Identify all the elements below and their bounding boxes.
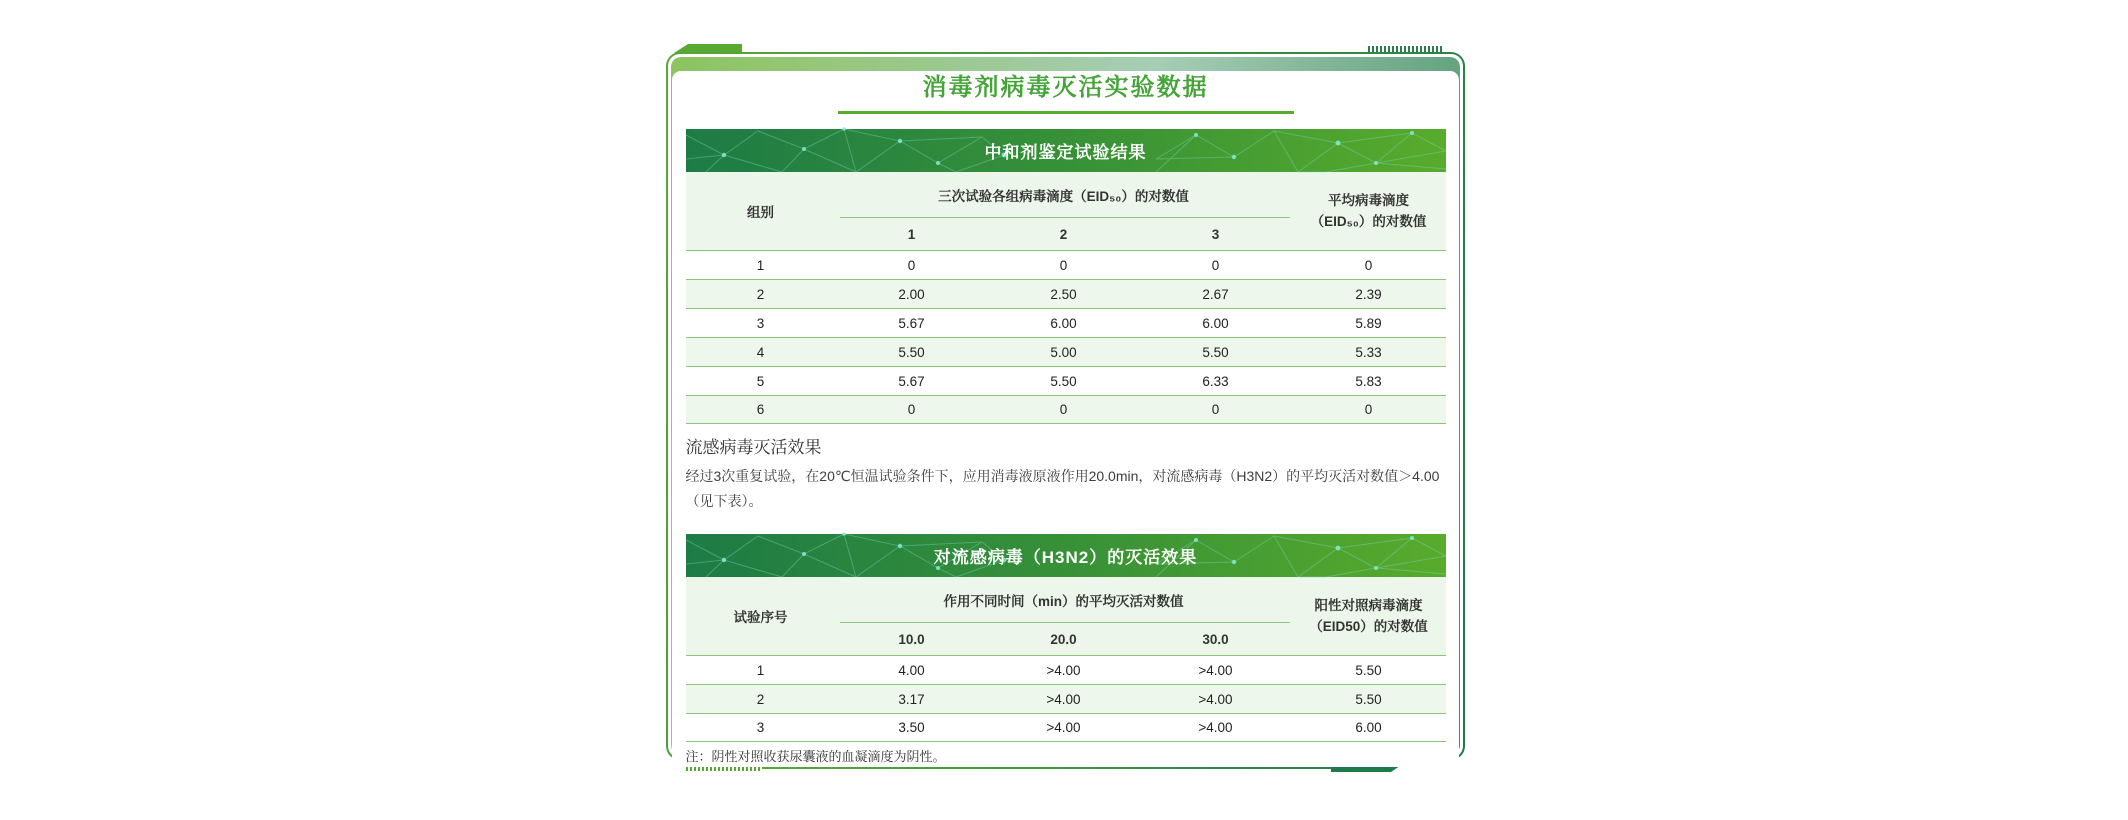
header-sub-1: 1 xyxy=(907,226,916,242)
section-paragraph: 经过3次重复试验，在20℃恒温试验条件下，应用消毒液原液作用20.0min，对流感病毒（H3N2）的平均灭活对数值＞4.00（见下表）。 xyxy=(685,468,1440,509)
neutralizer-table-header xyxy=(686,172,1446,250)
header-group: 组别 xyxy=(747,205,774,220)
flu-table-header xyxy=(686,577,1446,655)
banner-title-flu: 对流感病毒（H3N2）的灭活效果 xyxy=(933,548,1198,567)
bottom-accent-line-decoration xyxy=(762,767,1332,769)
header-span: 作用不同时间（min）的平均灭活对数值 xyxy=(943,594,1184,609)
header-sub-2: 20.0 xyxy=(1050,631,1077,647)
section-banner-flu xyxy=(686,534,1446,577)
header-sub-3: 30.0 xyxy=(1202,631,1229,647)
table-row: 6 0 0 0 0 xyxy=(686,395,1446,424)
header-span: 三次试验各组病毒滴度（EID₅₀）的对数值 xyxy=(938,189,1189,204)
header-sub-1: 10.0 xyxy=(898,631,925,647)
table-footnote: 注：阴性对照收获尿囊液的血凝滴度为阴性。 xyxy=(685,749,946,764)
table-row: 3 5.67 6.00 6.00 5.89 xyxy=(686,308,1446,337)
report-content xyxy=(686,71,1446,766)
table-row: 1 0 0 0 0 xyxy=(686,250,1446,279)
header-sub-3: 3 xyxy=(1211,226,1220,242)
header-group: 试验序号 xyxy=(733,610,788,625)
header-average: 阳性对照病毒滴度 （EID50）的对数值 xyxy=(1309,598,1428,634)
title-underline xyxy=(838,111,1294,114)
flu-table-body xyxy=(686,655,1446,742)
header-sub-2: 2 xyxy=(1059,226,1068,242)
table-row: 2 3.17 >4.00 >4.00 5.50 xyxy=(686,684,1446,713)
table-row: 5 5.67 5.50 6.33 5.83 xyxy=(686,366,1446,395)
table-row: 3 3.50 >4.00 >4.00 6.00 xyxy=(686,713,1446,742)
table-row: 1 4.00 >4.00 >4.00 5.50 xyxy=(686,655,1446,684)
header-average: 平均病毒滴度 （EID₅₀）的对数值 xyxy=(1310,193,1427,229)
table-row: 4 5.50 5.00 5.50 5.33 xyxy=(686,337,1446,366)
section-banner-neutralizer xyxy=(686,129,1446,172)
page-title: 消毒剂病毒灭活实验数据 xyxy=(922,74,1209,101)
neutralizer-table-body xyxy=(686,250,1446,424)
table-row: 2 2.00 2.50 2.67 2.39 xyxy=(686,279,1446,308)
banner-title-neutralizer: 中和剂鉴定试验结果 xyxy=(984,143,1147,162)
section-heading: 流感病毒灭活效果 xyxy=(685,438,822,457)
report-card-frame xyxy=(666,52,1465,764)
